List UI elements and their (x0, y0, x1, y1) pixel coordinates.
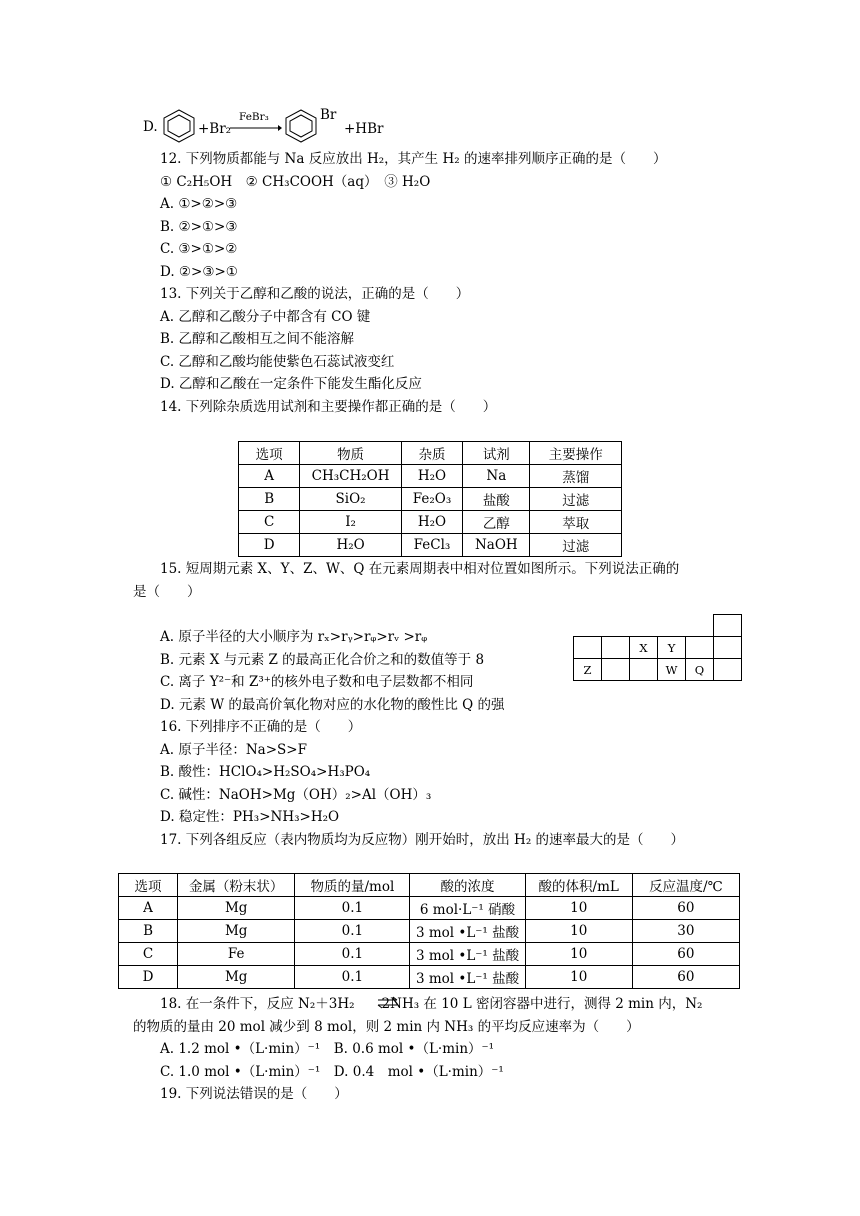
reaction-arrow-icon (230, 124, 282, 132)
header-cell: 酸的体积/mL (525, 874, 632, 897)
header-cell: 金属（粉末状） (178, 874, 295, 897)
pt-cell-empty (602, 659, 630, 681)
table-row (119, 897, 740, 920)
cell: H₂O (300, 534, 402, 557)
pt-cell-empty (630, 659, 658, 681)
cell: 过滤 (530, 534, 622, 557)
table-row (239, 488, 622, 511)
cell: A (119, 897, 178, 920)
q12-items: ① C₂H₅OH ② CH₃COOH（aq） ③ H₂O (160, 174, 431, 190)
q16-option-d: D. 稳定性：PH₃>NH₃>H₂O (160, 809, 340, 825)
pt-cell-empty (574, 637, 602, 659)
cell: CH₃CH₂OH (300, 465, 402, 488)
cell: 0.1 (295, 943, 410, 966)
cell: D (239, 534, 300, 557)
q18-stem-line2: 的物质的量由 20 mol 减少到 8 mol，则 2 min 内 NH₃ 的平均反应速率为（ ） (133, 1019, 640, 1035)
q13-option-c: C. 乙醇和乙酸均能使紫色石蕊试液变红 (160, 354, 395, 370)
header-cell: 物质的量/mol (295, 874, 410, 897)
cell: D (119, 966, 178, 989)
cell: 乙醇 (463, 511, 530, 534)
q12-stem: 12. 下列物质都能与 Na 反应放出 H₂，其产生 H₂ 的速率排列顺序正确的是（ ） (160, 151, 667, 167)
benzene-ring-icon (162, 108, 200, 144)
q13-option-d: D. 乙醇和乙酸在一定条件下能发生酯化反应 (160, 376, 422, 392)
cell: 10 (525, 897, 632, 920)
q12-option-a: A. ①>②>③ (160, 196, 238, 212)
pt-cell-x: X (630, 637, 658, 659)
cell: 3 mol •L⁻¹ 盐酸 (410, 943, 525, 966)
q12-option-d: D. ②>③>① (160, 264, 238, 280)
q19-stem: 19. 下列说法错误的是（ ） (160, 1086, 348, 1102)
table-row (239, 534, 622, 557)
cell: FeCl₃ (401, 534, 462, 557)
catalyst-label: FeBr₃ (239, 111, 269, 123)
table-row (119, 920, 740, 943)
q18-options-cd: C. 1.0 mol •（L·min）⁻¹ D. 0.4 mol •（L·min）⁻¹ (160, 1064, 504, 1080)
cell: 盐酸 (463, 488, 530, 511)
cell: Na (463, 465, 530, 488)
cell: 萃取 (530, 511, 622, 534)
cell: 蒸馏 (530, 465, 622, 488)
header-cell: 杂质 (401, 442, 462, 465)
cell: 0.1 (295, 966, 410, 989)
cell: 6 mol·L⁻¹ 硝酸 (410, 897, 525, 920)
table-row (119, 943, 740, 966)
bromobenzene-ring-icon (284, 108, 322, 144)
cell: 3 mol •L⁻¹ 盐酸 (410, 920, 525, 943)
pt-cell-empty (714, 659, 742, 681)
cell: 30 (632, 920, 739, 943)
header-cell: 试剂 (463, 442, 530, 465)
header-cell: 物质 (300, 442, 402, 465)
pt-cell-y: Y (658, 637, 686, 659)
header-cell: 反应温度/℃ (632, 874, 739, 897)
cell: 10 (525, 920, 632, 943)
product-hbr: +HBr (344, 121, 384, 137)
q17-stem: 17. 下列各组反应（表内物质均为反应物）刚开始时，放出 H₂ 的速率最大的是（ ） (160, 832, 685, 848)
pt-cell-z: Z (574, 659, 602, 681)
q13-option-b: B. 乙醇和乙酸相互之间不能溶解 (160, 331, 355, 347)
table-row (239, 511, 622, 534)
cell: I₂ (300, 511, 402, 534)
pt-cell-empty (602, 637, 630, 659)
q16-option-c: C. 碱性：NaOH>Mg（OH）₂>Al（OH）₃ (160, 787, 432, 803)
header-cell: 选项 (239, 442, 300, 465)
cell: 10 (525, 966, 632, 989)
cell: 0.1 (295, 920, 410, 943)
reagent-bromine: +Br₂ (198, 121, 232, 137)
cell: C (119, 943, 178, 966)
q13-option-a: A. 乙醇和乙酸分子中都含有 CO 键 (160, 309, 371, 325)
cell: A (239, 465, 300, 488)
cell: 60 (632, 897, 739, 920)
q15-option-c: C. 离子 Y²⁻和 Z³⁺的核外电子数和电子层数都不相同 (160, 674, 474, 690)
q14-table (238, 441, 622, 557)
cell: Mg (178, 920, 295, 943)
cell: Fe₂O₃ (401, 488, 462, 511)
cell: 过滤 (530, 488, 622, 511)
q16-option-a: A. 原子半径：Na>S>F (160, 742, 307, 758)
q12-option-b: B. ②>①>③ (160, 219, 238, 235)
pt-cell-empty (714, 615, 742, 637)
table-row (119, 966, 740, 989)
q12-option-c: C. ③>①>② (160, 241, 238, 257)
table-row (239, 465, 622, 488)
periodic-table-fragment (573, 614, 742, 681)
cell: 60 (632, 966, 739, 989)
cell: 60 (632, 943, 739, 966)
q15-option-d: D. 元素 W 的最高价氧化物对应的水化物的酸性比 Q 的强 (160, 697, 505, 713)
q15-stem-line2: 是（ ） (133, 584, 201, 600)
bromine-substituent: Br (320, 107, 337, 123)
cell: SiO₂ (300, 488, 402, 511)
pt-cell-w: W (658, 659, 686, 681)
q14-stem: 14. 下列除杂质选用试剂和主要操作都正确的是（ ） (160, 399, 497, 415)
header-cell: 主要操作 (530, 442, 622, 465)
q16-option-b: B. 酸性：HClO₄>H₂SO₄>H₃PO₄ (160, 764, 371, 780)
q15-option-b: B. 元素 X 与元素 Z 的最高正化合价之和的数值等于 8 (160, 652, 485, 668)
cell: C (239, 511, 300, 534)
cell: Mg (178, 897, 295, 920)
pt-cell-empty (714, 637, 742, 659)
table-header-row (239, 442, 622, 465)
q17-table (118, 873, 740, 989)
option-label: D. (143, 119, 158, 135)
cell: 3 mol •L⁻¹ 盐酸 (410, 966, 525, 989)
q13-stem: 13. 下列关于乙醇和乙酸的说法，正确的是（ ） (160, 286, 470, 302)
q18-stem-line1: 18. 在一条件下，反应 N₂＋3H₂ 2NH₃ 在 10 L 密闭容器中进行，测得 2 min 内，N₂ (160, 996, 703, 1012)
q18-options-ab: A. 1.2 mol •（L·min）⁻¹ B. 0.6 mol •（L·min）⁻¹ (160, 1041, 495, 1057)
cell: H₂O (401, 511, 462, 534)
cell: H₂O (401, 465, 462, 488)
q15-option-a: A. 原子半径的大小顺序为 rₓ>rᵧ>rᵩ>rᵥ >rᵩ (160, 629, 428, 645)
cell: 10 (525, 943, 632, 966)
pt-cell-q: Q (686, 659, 714, 681)
cell: B (239, 488, 300, 511)
header-cell: 酸的浓度 (410, 874, 525, 897)
pt-cell-empty (686, 637, 714, 659)
cell: NaOH (463, 534, 530, 557)
cell: Mg (178, 966, 295, 989)
reversible-arrow-icon (377, 994, 399, 1012)
table-header-row (119, 874, 740, 897)
header-cell: 选项 (119, 874, 178, 897)
cell: Fe (178, 943, 295, 966)
cell: B (119, 920, 178, 943)
q15-stem-line1: 15. 短周期元素 X、Y、Z、W、Q 在元素周期表中相对位置如图所示。下列说法正确的 (160, 561, 680, 577)
q16-stem: 16. 下列排序不正确的是（ ） (160, 719, 362, 735)
cell: 0.1 (295, 897, 410, 920)
